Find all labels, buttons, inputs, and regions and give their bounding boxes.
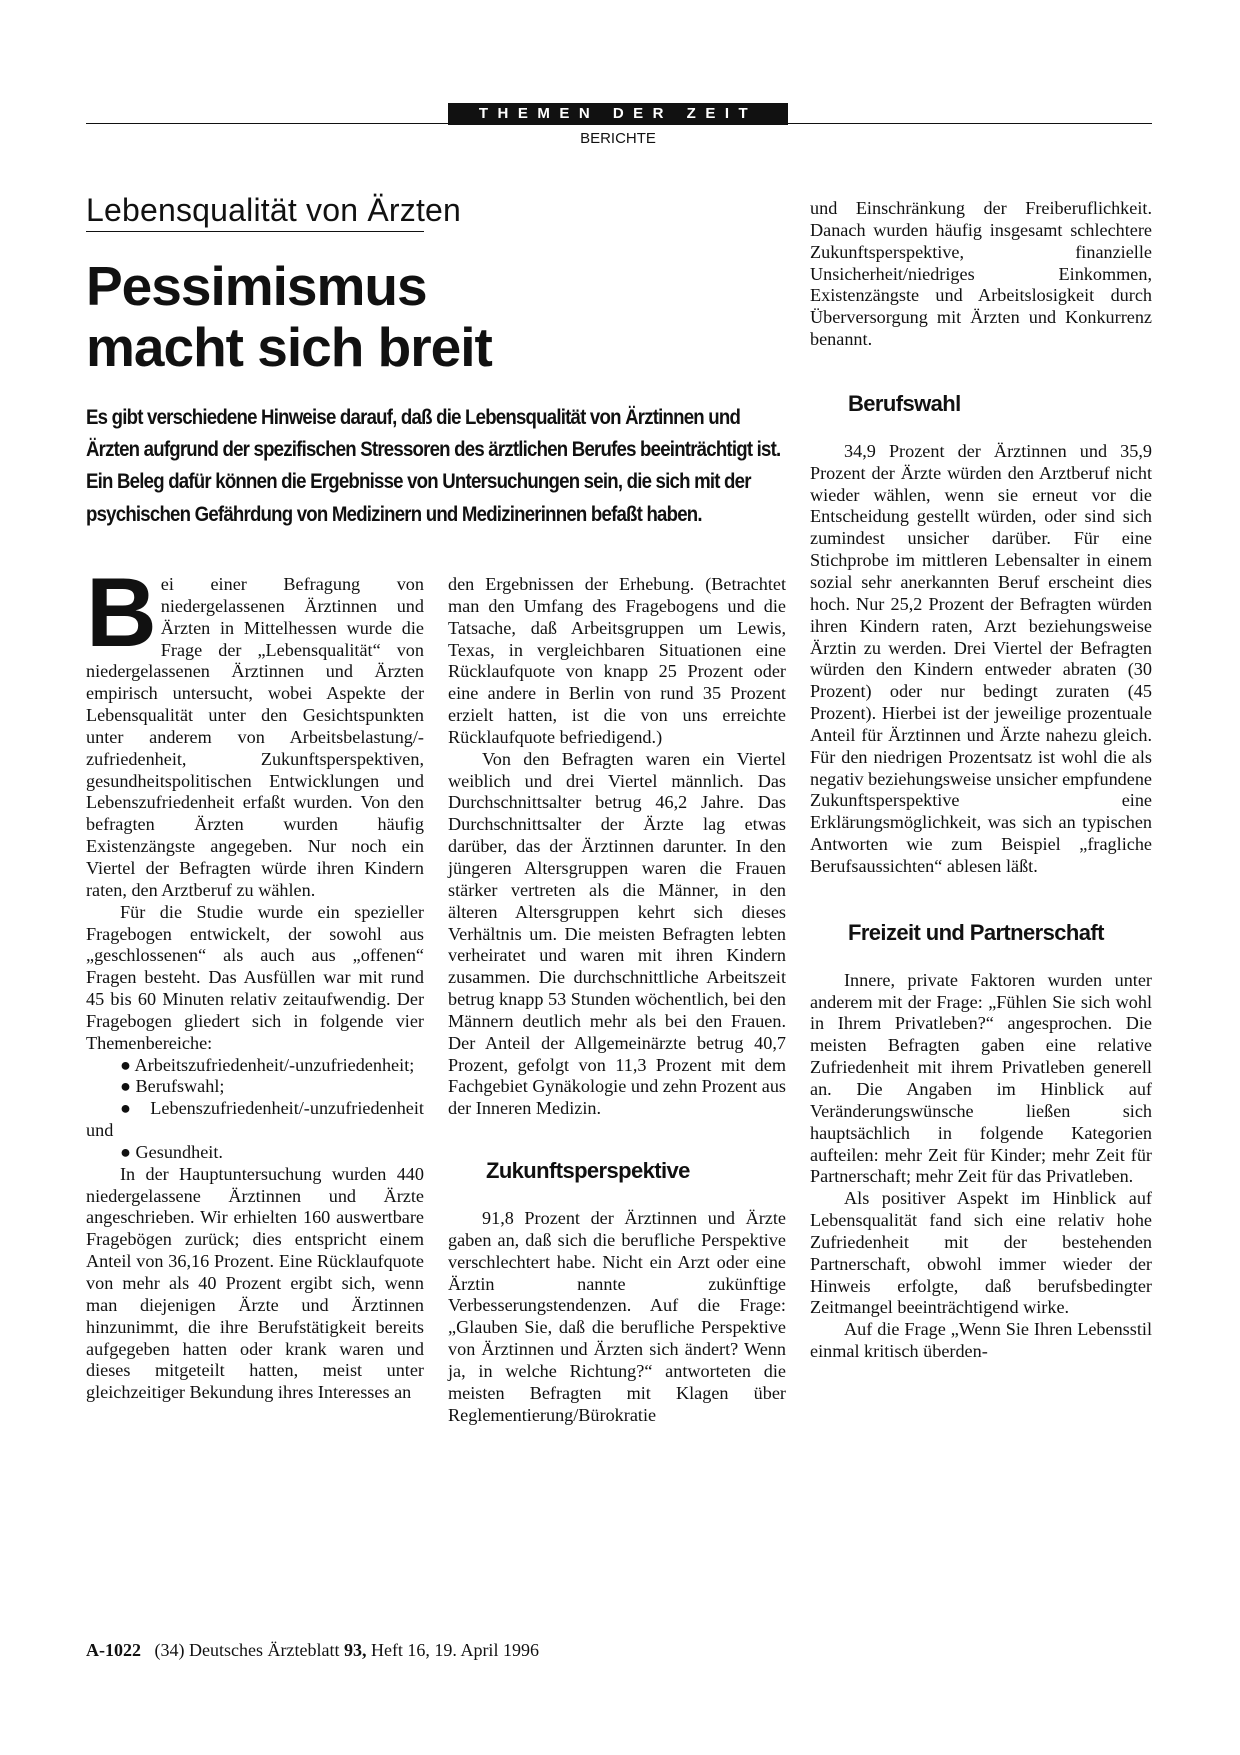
headline-line-1: Pessimismus <box>86 255 427 317</box>
page-number: (34) <box>154 1640 185 1660</box>
text-column-1 <box>86 557 424 1404</box>
paragraph: 34,9 Prozent der Ärztinnen und 35,9 Prozent der Ärzte würden den Arztberuf nicht wieder wählen, wenn sie erneut vor die Entscheidung gestellt würden, oder sind sich zumindest unsicher darüber. Für eine Stichprobe im mittleren Lebensalter in einem sozial sehr anerkannten Beruf erscheint dies hoch. Nur 25,2 Prozent der Befragten würden ihren Kindern raten, Arzt beziehungsweise Ärztin zu werden. Drei Viertel der Befragten würden den Kindern entweder abraten (30 Prozent) oder nur bedingt zuraten (45 Prozent). Hierbei ist der jeweilige prozentuale Anteil für Ärztinnen und Ärzte nahezu gleich. Für den niedrigen Prozentsatz ist wohl die als negativ beziehungsweise unsicher empfundene Zukunftsperspektive eine Erklärungsmöglichkeit, was sich an typischen Antworten wie zum Beispiel „fragliche Berufsaussichten“ ablesen läßt. <box>810 440 1152 876</box>
issue: Heft 16, 19. April 1996 <box>370 1640 539 1660</box>
section-label: THEMEN DER ZEIT <box>448 103 788 125</box>
paragraph: Für die Studie wurde ein spezieller Fragebogen entwickelt, der sowohl aus „geschlossenen“ als auch aus „offenen“ Fragen besteht. Das Ausfüllen war mit rund 45 bis 60 Minuten relativ zeitaufwendig. Der Fragebogen gliedert sich in folgende vier Themenbereiche: <box>86 901 424 1053</box>
paragraph: Von den Befragten waren ein Viertel weiblich und drei Viertel männlich. Das Durchschnittsalter betrug 46,2 Jahre. Das Durchschnittsalter der Ärzte lag etwas darüber, das der Ärztinnen darunter. In den jüngeren Altersgruppen waren die Frauen stärker vertreten als die Männer, in den älteren Altersgruppen kehrt sich dieses Verhältnis um. Die meisten Befragten lebten verheiratet und waren mit ihren Kindern zusammen. Die durchschnittliche Arbeitszeit betrug knapp 53 Stunden wöchentlich, bei den Männern deutlich mehr als bei den Frauen. Der Anteil der Allgemeinärzte betrug 40,7 Prozent, gefolgt von 11,3 Prozent mit dem Fachgebiet Gynäkologie und zehn Prozent aus der Inneren Medizin. <box>448 748 786 1119</box>
paragraph: Auf die Frage „Wenn Sie Ihren Lebensstil einmal kritisch überden- <box>810 1319 1152 1362</box>
paragraph-text: ei einer Befragung von niedergelassenen Ärztinnen und Ärzten in Mittelhessen wurde die Frage der „Lebensqualität“ von niedergelassenen Ärztinnen und Ärzten empirisch untersucht, wobei Aspekte der Lebensqualität unter den Gesichtspunkten unter anderem von Arbeitsbelastung/-zufriedenheit, Zukunftsperspektiven, gesundheitspolitischen Entwicklungen und Lebenszufriedenheit erfaßt wurden. Von den befragten Ärzten wurden häufig Existenzängste angegeben. Nur noch ein Viertel der Befragten würde ihren Kindern raten, den Arztberuf zu wählen. <box>86 574 424 900</box>
subheading: Berufswahl <box>848 390 961 416</box>
bullet-item: ● Berufswahl; <box>120 1076 225 1097</box>
volume: 93, <box>343 1640 367 1660</box>
subsection-label: BERICHTE <box>580 130 656 147</box>
paragraph: den Ergebnissen der Erhebung. (Betrachtet man den Umfang des Fragebogens und die Tatsache, daß Arbeitsgruppen um Lewis, Texas, in vergleichbaren Situationen eine Rücklaufquote von knapp 25 Prozent oder eine andere in Berlin von rund 35 Prozent erzielt hatten, ist die von uns erreichte Rücklaufquote befriedigend.) <box>448 574 786 747</box>
bullet-item: ● Gesundheit. <box>120 1141 223 1162</box>
kicker-rule <box>86 231 424 232</box>
subheading: Zukunftsperspektive <box>486 1158 690 1184</box>
paragraph: Innere, private Faktoren wurden unter anderem mit der Frage: „Fühlen Sie sich wohl in Ihrem Privatleben?“ angesprochen. Die meisten Befragten gaben eine relative Zufriedenheit mit ihrem Privatleben generell an. Die Angaben im Hinblick auf Veränderungswünsche ließen sich hauptsächlich in folgende Kategorien aufteilen: mehr Zeit für Kinder; mehr Zeit für Partnerschaft; mehr Zeit für das Privatleben. <box>810 969 1152 1187</box>
page-footer <box>86 1640 539 1661</box>
paragraph: Als positiver Aspekt im Hinblick auf Lebensqualität fand sich eine relativ hohe Zufriedenheit mit der bestehenden Partnerschaft, obwohl immer wieder der Hinweis erfolgte, daß berufsbedingter Zeitmangel beeinträchtigend wirke. <box>810 1188 1152 1318</box>
text-column-3 <box>810 198 1152 1363</box>
bullet-item: ● Lebenszufriedenheit/-unzufriedenheit und <box>86 1098 424 1141</box>
article-kicker: Lebensqualität von Ärzten <box>86 192 462 228</box>
journal-name: Deutsches Ärzteblatt <box>189 1640 340 1660</box>
text-column-2 <box>448 574 786 1427</box>
paragraph <box>86 557 424 902</box>
headline-line-2: macht sich breit <box>86 316 492 378</box>
article-lead: Es gibt verschiedene Hinweise darauf, daß die Lebensqualität von Ärztinnen und Ärzten aufgrund der spezifischen Stressoren des ärztlichen Berufes beeinträchtigt ist. Ein Beleg dafür können die Ergebnisse von Untersuchungen sein, die sich mit der psychischen Gefährdung von Medizinern und Medizinerinnen befaßt haben. <box>86 405 781 526</box>
article-headline <box>86 256 606 378</box>
paragraph: 91,8 Prozent der Ärztinnen und Ärzte gaben an, daß sich die berufliche Perspektive verschlechtert habe. Nicht ein Arzt oder eine Ärztin nannte zukünftige Verbesserungstendenzen. Auf die Frage: „Glauben Sie, daß die berufliche Perspektive von Ärztinnen und Ärzten sich ändert? Wenn ja, in welche Richtung?“ antworteten die meisten Befragten mit Klagen über Reglementierung/Bürokratie <box>448 1208 786 1425</box>
page-id: A-1022 <box>86 1640 141 1660</box>
bullet-item: ● Arbeitszufriedenheit/-unzufriedenheit; <box>120 1054 415 1075</box>
paragraph: und Einschränkung der Freiberuflichkeit. Danach wurden häufig insgesamt schlechtere Zukunftsperspektive, finanzielle Unsicherheit/niedriges Einkommen, Existenzängste und Arbeitslosigkeit durch Überversorgung mit Ärzten und Konkurrenz benannt. <box>810 198 1152 350</box>
paragraph: In der Hauptuntersuchung wurden 440 niedergelassene Ärztinnen und Ärzte angeschrieben. Wir erhielten 160 auswertbare Fragebögen zurück; dies entspricht einem Anteil von 36,16 Prozent. Eine Rücklaufquote von mehr als 40 Prozent ergibt sich, wenn man diejenigen Ärzte und Ärztinnen hinzunimmt, die ihre Berufstätigkeit bereits aufgegeben hatten oder krank waren und dieses mitgeteilt hatten, meist unter gleichzeitiger Bekundung ihres Interesses an <box>86 1163 424 1403</box>
subheading: Freizeit und Partnerschaft <box>848 919 1104 945</box>
drop-cap: B <box>86 557 157 667</box>
